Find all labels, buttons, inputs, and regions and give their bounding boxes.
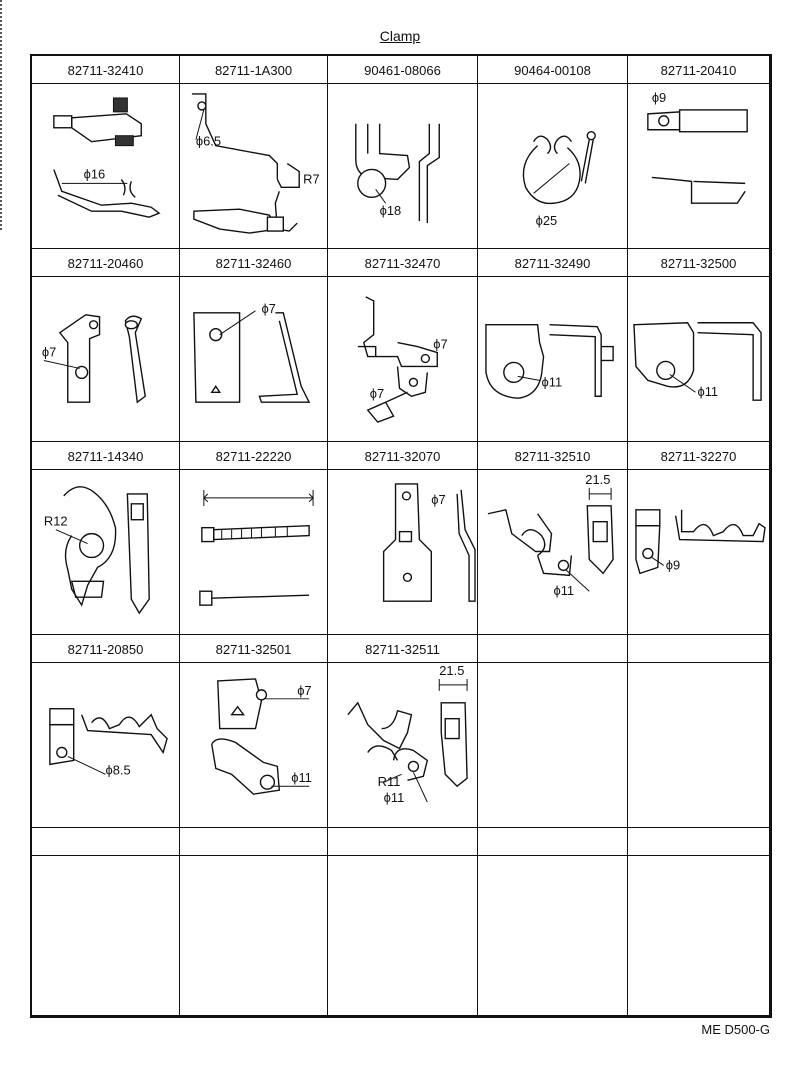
clamp-drawing xyxy=(628,470,769,634)
clamp-drawing xyxy=(32,84,179,248)
empty-header xyxy=(328,828,477,856)
clamp-drawing xyxy=(180,663,327,827)
clamp-drawing xyxy=(328,277,477,441)
empty-drawing-area xyxy=(628,663,769,827)
part-number: 82711-32500 xyxy=(628,249,769,277)
part-number: 82711-20410 xyxy=(628,56,769,84)
part-number: 82711-32510 xyxy=(478,442,627,470)
cell-r4c3 xyxy=(328,635,478,828)
clamp-drawing xyxy=(628,277,769,441)
clamp-drawing xyxy=(628,84,769,248)
part-number: 82711-32490 xyxy=(478,249,627,277)
part-number xyxy=(478,635,627,663)
clamp-drawing xyxy=(478,470,627,634)
part-number: 82711-32501 xyxy=(180,635,327,663)
dimension-label: ϕ9 xyxy=(665,557,681,573)
empty-cell xyxy=(180,828,328,1016)
empty-cell xyxy=(328,828,478,1016)
part-number: 82711-32470 xyxy=(328,249,477,277)
cell-r3c3 xyxy=(328,442,478,635)
dimension-label: ϕ11 xyxy=(553,583,575,599)
part-number: 90464-00108 xyxy=(478,56,627,84)
empty-header xyxy=(478,828,627,856)
cell-r1c2 xyxy=(180,56,328,249)
clamp-drawing xyxy=(328,663,477,827)
part-number: 82711-32070 xyxy=(328,442,477,470)
dimension-label: ϕ11 xyxy=(383,790,405,806)
cell-r3c1 xyxy=(32,442,180,635)
empty-header xyxy=(180,828,327,856)
clamp-drawing xyxy=(32,277,179,441)
part-number: 82711-32410 xyxy=(32,56,179,84)
cell-r2c1 xyxy=(32,249,180,442)
parts-table xyxy=(30,54,772,1018)
page-title xyxy=(0,28,800,44)
dimension-label: R11 xyxy=(377,774,401,790)
cell-r4c1 xyxy=(32,635,180,828)
empty-cell xyxy=(32,828,180,1016)
dimension-label: ϕ11 xyxy=(541,374,563,390)
dimension-label: ϕ7 xyxy=(41,344,57,360)
dimension-label: ϕ25 xyxy=(535,213,558,229)
dimension-label: ϕ16 xyxy=(83,166,106,182)
cell-r1c4 xyxy=(478,56,628,249)
empty-header xyxy=(32,828,179,856)
dimension-label: ϕ7 xyxy=(369,386,385,402)
cell-r1c1 xyxy=(32,56,180,249)
clamp-drawing xyxy=(180,470,327,634)
empty-drawing-area xyxy=(478,663,627,827)
cell-r4c5 xyxy=(628,635,770,828)
part-number: 82711-14340 xyxy=(32,442,179,470)
empty-header xyxy=(628,828,769,856)
dimension-label: 21.5 xyxy=(439,663,465,678)
dimension-label: ϕ18 xyxy=(379,203,402,219)
cell-r3c4 xyxy=(478,442,628,635)
dimension-label: ϕ7 xyxy=(261,300,276,316)
cell-r3c2 xyxy=(180,442,328,635)
part-number: 82711-20460 xyxy=(32,249,179,277)
dimension-label: ϕ7 xyxy=(297,682,312,698)
part-number: 82711-22220 xyxy=(180,442,327,470)
cell-r4c4 xyxy=(478,635,628,828)
part-number: 82711-20850 xyxy=(32,635,179,663)
clamp-drawing xyxy=(180,84,327,248)
clamp-drawing xyxy=(478,84,627,248)
clamp-drawing xyxy=(328,84,477,248)
cell-r2c5 xyxy=(628,249,770,442)
part-number: 82711-32511 xyxy=(328,635,477,663)
clamp-drawing xyxy=(180,277,327,441)
dimension-label: R7 xyxy=(303,171,320,187)
dimension-label: ϕ7 xyxy=(433,336,448,352)
clamp-drawing xyxy=(328,470,477,634)
part-number: 82711-32270 xyxy=(628,442,769,470)
part-number: 90461-08066 xyxy=(328,56,477,84)
clamp-drawing xyxy=(32,470,179,634)
empty-cell xyxy=(628,828,770,1016)
dimension-label: ϕ9 xyxy=(651,89,667,105)
empty-cell xyxy=(478,828,628,1016)
cell-r1c3 xyxy=(328,56,478,249)
dimension-label: ϕ11 xyxy=(697,384,719,400)
title-text: Clamp xyxy=(379,28,421,44)
cell-r3c5 xyxy=(628,442,770,635)
dimension-label: ϕ11 xyxy=(291,770,312,786)
dimension-label: ϕ7 xyxy=(431,491,446,507)
cell-r4c2 xyxy=(180,635,328,828)
dimension-label: 21.5 xyxy=(585,471,611,487)
cell-r2c3 xyxy=(328,249,478,442)
clamp-drawing xyxy=(32,663,179,827)
cell-r1c5 xyxy=(628,56,770,249)
part-number xyxy=(628,635,769,663)
cell-r2c4 xyxy=(478,249,628,442)
clamp-drawing xyxy=(478,277,627,441)
dimension-label: R12 xyxy=(43,513,68,529)
part-number: 82711-32460 xyxy=(180,249,327,277)
dimension-label: ϕ6.5 xyxy=(195,133,222,149)
cell-r2c2 xyxy=(180,249,328,442)
dimension-label: ϕ8.5 xyxy=(105,762,131,778)
drawing-code: ME D500-G xyxy=(701,1022,770,1037)
part-number: 82711-1A300 xyxy=(180,56,327,84)
